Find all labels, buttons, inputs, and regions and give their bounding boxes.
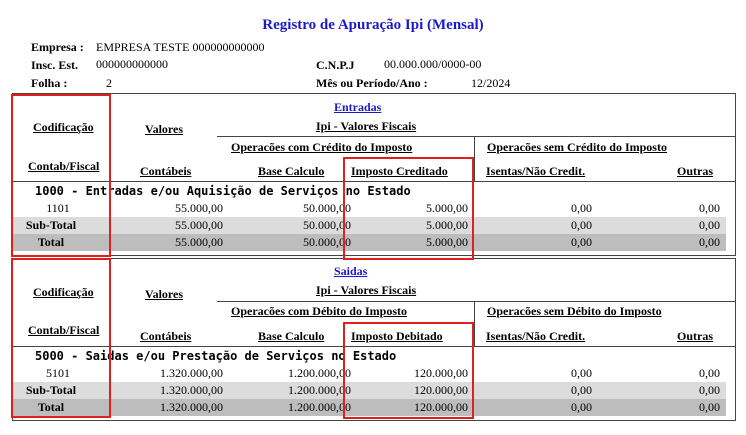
- row-base: 50.000,00: [303, 201, 351, 215]
- row-isentas: 0,00: [571, 201, 592, 215]
- row-base: 50.000,00: [303, 218, 351, 232]
- saidas-group-label: 5000 - Saidas e/ou Prestação de Serviços no Estado: [35, 349, 397, 363]
- row-base: 50.000,00: [303, 235, 351, 249]
- row-cod: Sub-Total: [25, 383, 77, 397]
- row-isentas: 0,00: [571, 400, 592, 414]
- saidas-sem-debito: Operacões sem Débito do Imposto: [487, 304, 662, 318]
- saidas-ipi-fiscais: Ipi - Valores Fiscais: [316, 283, 417, 297]
- empresa-value: EMPRESA TESTE 000000000000: [96, 40, 265, 54]
- row-outras: 0,00: [699, 201, 720, 215]
- periodo-label: Mês ou Período/Ano :: [316, 76, 428, 90]
- row-outras: 0,00: [699, 383, 720, 397]
- row-outras: 0,00: [699, 366, 720, 380]
- row-isentas: 0,00: [571, 383, 592, 397]
- entradas-base-calculo: Base Calculo: [258, 164, 325, 178]
- row-outras: 0,00: [699, 235, 720, 249]
- entradas-outras: Outras: [677, 164, 713, 178]
- row-isentas: 0,00: [571, 218, 592, 232]
- highlight-codificacao-entradas: [11, 94, 111, 257]
- row-contabeis: 1.320.000,00: [160, 383, 223, 397]
- row-isentas: 0,00: [571, 235, 592, 249]
- entradas-isentas: Isentas/Não Credit.: [486, 164, 586, 178]
- empresa-label: Empresa :: [31, 40, 84, 54]
- row-contabeis: 55.000,00: [175, 218, 223, 232]
- row-imposto: 5.000,00: [426, 235, 468, 249]
- saidas-ipi-divider: [217, 301, 736, 302]
- saidas-codificacao: Codificação: [33, 285, 94, 299]
- row-outras: 0,00: [699, 400, 720, 414]
- entradas-contab-fiscal: Contab/Fiscal: [28, 159, 100, 173]
- entradas-sem-credito: Operacões sem Crédito do Imposto: [487, 140, 667, 154]
- row-base: 1.200.000,00: [288, 383, 351, 397]
- insc-label: Insc. Est.: [31, 58, 79, 72]
- entradas-com-credito: Operacões com Crédito do Imposto: [231, 140, 413, 154]
- entradas-ipi-divider: [217, 136, 736, 137]
- highlight-imposto-debitado: [343, 322, 474, 419]
- saidas-valores: Valores: [145, 287, 184, 301]
- saidas-isentas: Isentas/Não Credit.: [486, 329, 586, 343]
- entradas-ipi-fiscais: Ipi - Valores Fiscais: [316, 119, 417, 133]
- row-imposto: 120.000,00: [414, 366, 468, 380]
- report-title: Registro de Apuração Ipi (Mensal): [262, 17, 484, 33]
- entradas-col-divider: [474, 136, 475, 181]
- row-cod: Total: [37, 235, 65, 249]
- periodo-value: 12/2024: [471, 76, 511, 90]
- entradas-codificacao: Codificação: [33, 120, 94, 134]
- row-contabeis: 55.000,00: [175, 235, 223, 249]
- row-base: 1.200.000,00: [288, 400, 351, 414]
- cnpj-label: C.N.P.J: [316, 58, 355, 72]
- saidas-contab-fiscal: Contab/Fiscal: [28, 323, 100, 337]
- row-base: 1.200.000,00: [288, 366, 351, 380]
- saidas-imposto: Imposto Debitado: [351, 329, 443, 343]
- entradas-title: Entradas: [334, 100, 382, 114]
- row-imposto: 120.000,00: [414, 383, 468, 397]
- saidas-base-calculo: Base Calculo: [258, 329, 325, 343]
- row-contabeis: 55.000,00: [175, 201, 223, 215]
- row-imposto: 5.000,00: [426, 201, 468, 215]
- entradas-group-label: 1000 - Entradas e/ou Aquisição de Serviços no Estado: [35, 184, 411, 198]
- insc-value: 000000000000: [96, 57, 168, 71]
- row-contabeis: 1.320.000,00: [160, 400, 223, 414]
- row-contabeis: 1.320.000,00: [160, 366, 223, 380]
- row-imposto: 5.000,00: [426, 218, 468, 232]
- highlight-imposto-creditado: [343, 157, 474, 260]
- highlight-codificacao-saidas: [11, 258, 111, 418]
- row-imposto: 120.000,00: [414, 400, 468, 414]
- row-cod: 1101: [46, 201, 70, 215]
- saidas-com-debito: Operacões com Débito do Imposto: [231, 304, 407, 318]
- entradas-contabeis: Contábeis: [140, 164, 192, 178]
- row-isentas: 0,00: [571, 366, 592, 380]
- saidas-col-divider: [474, 301, 475, 346]
- row-outras: 0,00: [699, 218, 720, 232]
- row-cod: Sub-Total: [25, 218, 77, 232]
- folha-label: Folha :: [31, 76, 68, 90]
- row-cod: 5101: [46, 366, 70, 380]
- saidas-contabeis: Contábeis: [140, 329, 192, 343]
- folha-value: 2: [106, 76, 112, 90]
- saidas-outras: Outras: [677, 329, 713, 343]
- cnpj-value: 00.000.000/0000-00: [384, 57, 482, 71]
- row-cod: Total: [37, 400, 65, 414]
- saidas-title: Saidas: [334, 264, 368, 278]
- entradas-valores: Valores: [145, 122, 184, 136]
- entradas-imposto: Imposto Creditado: [351, 164, 448, 178]
